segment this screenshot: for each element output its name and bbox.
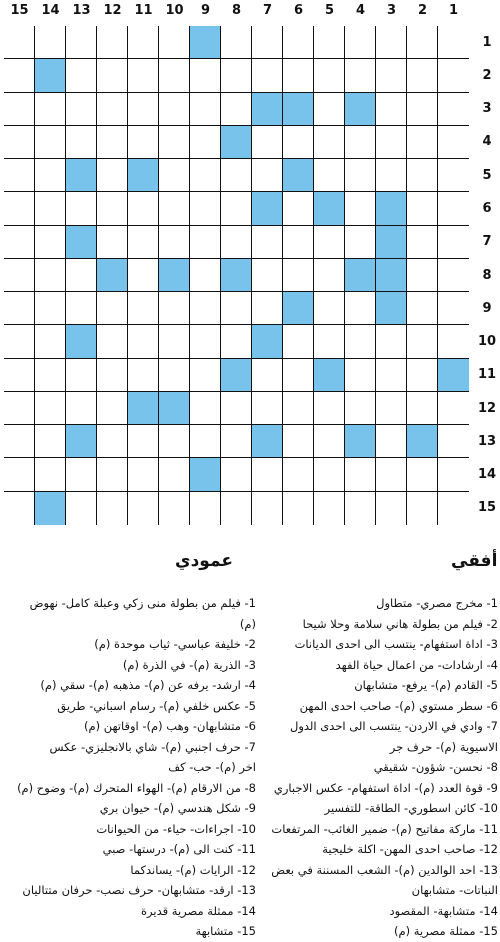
grid-cell[interactable]: [66, 392, 97, 425]
grid-cell[interactable]: [35, 259, 66, 292]
column-number: 13: [72, 3, 91, 18]
grid-cell[interactable]: [159, 26, 190, 59]
grid-cell[interactable]: [314, 325, 345, 358]
grid-cell[interactable]: [283, 392, 314, 425]
clue-item: 1- فيلم من بطولة منى زكي وعبلة كامل- نهوض: [29, 596, 256, 610]
clue-item: 7- وادي في الاردن- ينتسب الى احدى الدول: [289, 719, 498, 733]
clue-item: 2- فيلم من بطولة هاني سلامة وحلا شيحا: [302, 616, 498, 631]
grid-cell[interactable]: [438, 292, 469, 325]
grid-cell[interactable]: [438, 26, 469, 59]
grid-cell[interactable]: [159, 492, 190, 525]
grid-cell[interactable]: [221, 192, 252, 225]
clue-item: 8- من الارقام (م)- الهواء المتحرك (م)- وضوح (م): [17, 780, 256, 795]
row-number: 13: [477, 433, 497, 449]
grid-cell[interactable]: [345, 59, 376, 92]
grid-cell[interactable]: [345, 159, 376, 192]
grid-cell[interactable]: [159, 159, 190, 192]
grid-cell[interactable]: [97, 26, 128, 59]
row-number: 9: [482, 300, 492, 316]
grid-cell-shaded: [66, 159, 97, 192]
grid-cell[interactable]: [4, 226, 35, 259]
grid-cell-shaded: [128, 392, 159, 425]
grid-cell-shaded: [407, 425, 438, 458]
grid-cell[interactable]: [438, 93, 469, 126]
grid-cell[interactable]: [407, 492, 438, 525]
grid-cell-shaded: [35, 59, 66, 92]
grid-cell[interactable]: [4, 26, 35, 59]
grid-cell[interactable]: [159, 226, 190, 259]
grid-cell[interactable]: [221, 93, 252, 126]
grid-cell[interactable]: [314, 159, 345, 192]
row-number: 14: [477, 467, 497, 483]
grid-cell[interactable]: [35, 192, 66, 225]
grid-cell[interactable]: [252, 359, 283, 392]
down-heading: عمودي: [175, 551, 233, 571]
grid-cell[interactable]: [190, 192, 221, 225]
grid-cell[interactable]: [35, 159, 66, 192]
grid-cell[interactable]: [35, 325, 66, 358]
clue-item: 3- اداة استفهام- ينتسب الى احدى الديانات: [294, 637, 498, 651]
grid-cell[interactable]: [438, 159, 469, 192]
clue-item: 14- ممثلة مصرية قديرة: [141, 903, 256, 918]
grid-cell[interactable]: [438, 59, 469, 92]
clue-item: 6- متشابهان- وهب (م)- اوقاتهن (م): [83, 719, 256, 733]
grid-cell[interactable]: [159, 458, 190, 491]
grid-cell-shaded: [159, 259, 190, 292]
clue-item: 14- متشابهة- المقصود: [389, 903, 498, 918]
grid-cell[interactable]: [190, 159, 221, 192]
grid-cell[interactable]: [221, 425, 252, 458]
grid-cell[interactable]: [97, 425, 128, 458]
row-number: 5: [482, 167, 492, 183]
grid-cell[interactable]: [66, 59, 97, 92]
grid-cell[interactable]: [4, 292, 35, 325]
column-number: 11: [134, 3, 153, 18]
row-number: 3: [482, 101, 492, 117]
clue-item: 15- ممثلة مصرية (م): [394, 924, 498, 938]
grid-cell[interactable]: [283, 359, 314, 392]
grid-cell[interactable]: [190, 359, 221, 392]
column-number: 7: [262, 3, 273, 18]
across-heading: أفقي: [451, 551, 498, 571]
grid-cell[interactable]: [97, 325, 128, 358]
grid-cell[interactable]: [438, 492, 469, 525]
column-number: 3: [386, 3, 397, 18]
row-number: 11: [477, 367, 497, 383]
grid-cell-shaded: [35, 492, 66, 525]
grid-cell[interactable]: [314, 126, 345, 159]
clue-item: 5- عكس خلفي (م)- رسام اسباني- طريق: [57, 698, 256, 713]
grid-cell[interactable]: [128, 359, 159, 392]
grid-cell[interactable]: [159, 359, 190, 392]
grid-cell[interactable]: [345, 492, 376, 525]
grid-cell[interactable]: [35, 359, 66, 392]
grid-cell[interactable]: [66, 259, 97, 292]
grid-cell[interactable]: [345, 26, 376, 59]
clue-item: 4- ارشد- يرفه عن (م)- مذهبه (م)- سقي (م): [40, 678, 256, 692]
grid-cell[interactable]: [407, 325, 438, 358]
grid-cell[interactable]: [283, 192, 314, 225]
clue-item: 1- مخرج مصري- متطاول: [376, 596, 498, 610]
clue-item: 15- متشابهة: [195, 924, 256, 938]
clue-item: 4- ارشادات- من اعمال حياة الفهد: [335, 657, 498, 672]
column-number: 10: [165, 3, 184, 18]
grid-cell-shaded: [221, 359, 252, 392]
grid-cell[interactable]: [345, 359, 376, 392]
clue-item: اخر (م)- حب- كف: [168, 760, 256, 774]
grid-cell[interactable]: [252, 458, 283, 491]
grid-cell[interactable]: [438, 126, 469, 159]
grid-cell[interactable]: [438, 226, 469, 259]
grid-cell[interactable]: [97, 126, 128, 159]
row-number: 15: [477, 500, 497, 516]
grid-cell[interactable]: [345, 226, 376, 259]
clue-item: 13- احد الوالدين (م)- الشعب المسننة في بعض: [271, 862, 498, 877]
grid-cell-shaded: [97, 259, 128, 292]
grid-cell[interactable]: [407, 259, 438, 292]
grid-cell[interactable]: [97, 93, 128, 126]
grid-cell[interactable]: [252, 126, 283, 159]
grid-cell[interactable]: [283, 259, 314, 292]
grid-cell-shaded: [128, 159, 159, 192]
grid-cell[interactable]: [128, 425, 159, 458]
grid-cell[interactable]: [128, 93, 159, 126]
row-number: 7: [482, 234, 492, 250]
grid-cell[interactable]: [66, 26, 97, 59]
grid-cell[interactable]: [4, 392, 35, 425]
grid-cell-shaded: [66, 226, 97, 259]
grid-cell[interactable]: [97, 59, 128, 92]
grid-cell[interactable]: [159, 93, 190, 126]
grid-cell[interactable]: [66, 192, 97, 225]
grid-cell-shaded: [314, 359, 345, 392]
grid-cell[interactable]: [128, 126, 159, 159]
down-clues: [4, 593, 256, 942]
grid-cell[interactable]: [283, 425, 314, 458]
grid-cell[interactable]: [4, 492, 35, 525]
grid-cell[interactable]: [376, 59, 407, 92]
grid-cell[interactable]: [35, 425, 66, 458]
clue-item: 8- نحسن- شؤون- شقيقي: [373, 760, 498, 774]
grid-cell[interactable]: [4, 458, 35, 491]
grid-cell[interactable]: [221, 59, 252, 92]
grid-cell[interactable]: [252, 392, 283, 425]
grid-cell[interactable]: [4, 325, 35, 358]
grid-cell[interactable]: [376, 126, 407, 159]
grid-cell[interactable]: [407, 126, 438, 159]
grid-cell[interactable]: [438, 458, 469, 491]
grid-cell[interactable]: [314, 425, 345, 458]
grid-cell[interactable]: [407, 392, 438, 425]
column-number: 5: [324, 3, 335, 18]
grid-cell[interactable]: [4, 259, 35, 292]
grid-cell[interactable]: [345, 392, 376, 425]
row-number: 12: [477, 400, 497, 416]
grid-cell[interactable]: [283, 59, 314, 92]
row-number: 4: [482, 134, 492, 150]
grid-cell-shaded: [283, 292, 314, 325]
grid-cell[interactable]: [252, 492, 283, 525]
clue-item: 9- قوة العدد (م)- اداة استفهام- عكس الاجباري: [273, 780, 498, 795]
grid-cell[interactable]: [128, 59, 159, 92]
grid-cell[interactable]: [190, 425, 221, 458]
grid-cell[interactable]: [438, 192, 469, 225]
grid-cell[interactable]: [283, 26, 314, 59]
grid-cell[interactable]: [283, 325, 314, 358]
grid-cell[interactable]: [252, 159, 283, 192]
grid-cell[interactable]: [4, 126, 35, 159]
grid-cell[interactable]: [159, 292, 190, 325]
grid-cell-shaded: [376, 192, 407, 225]
clue-item: 5- القادم (م)- يرفع- متشابهان: [354, 678, 498, 692]
grid-cell[interactable]: [221, 292, 252, 325]
grid-cell[interactable]: [407, 93, 438, 126]
grid-cell-shaded: [314, 192, 345, 225]
grid-cell[interactable]: [345, 458, 376, 491]
grid-cell[interactable]: [252, 292, 283, 325]
grid-cell[interactable]: [159, 126, 190, 159]
clue-item: 2- خليفة عباسي- ثياب موحدة (م): [94, 637, 256, 651]
grid-cell[interactable]: [376, 392, 407, 425]
grid-cell[interactable]: [190, 259, 221, 292]
grid-cell-shaded: [376, 259, 407, 292]
grid-cell[interactable]: [128, 259, 159, 292]
grid-cell[interactable]: [190, 226, 221, 259]
grid-cell-shaded: [345, 93, 376, 126]
grid-cell[interactable]: [314, 59, 345, 92]
row-number: 6: [482, 200, 492, 216]
grid-cell[interactable]: [314, 226, 345, 259]
clue-item: 9- شكل هندسي (م)- حيوان بري: [99, 801, 256, 815]
grid-cell[interactable]: [190, 292, 221, 325]
clue-item: 3- الذرية (م)- في الذرة (م): [122, 657, 256, 672]
grid-cell[interactable]: [314, 492, 345, 525]
grid-cell-shaded: [66, 425, 97, 458]
grid-cell-shaded: [438, 359, 469, 392]
grid-cell[interactable]: [376, 425, 407, 458]
grid-cell[interactable]: [438, 325, 469, 358]
grid-cell[interactable]: [35, 292, 66, 325]
grid-cell[interactable]: [128, 492, 159, 525]
grid-cell[interactable]: [4, 159, 35, 192]
clue-item: 11- ماركة مفاتيح (م)- ضمير الغائب- المرتفعات: [271, 821, 498, 836]
grid-cell[interactable]: [190, 325, 221, 358]
clue-item: الاسيوية (م)- حرف جر: [389, 739, 498, 754]
grid-cell[interactable]: [190, 126, 221, 159]
grid-cell[interactable]: [128, 325, 159, 358]
grid-cell[interactable]: [66, 292, 97, 325]
grid-cell[interactable]: [35, 226, 66, 259]
grid-cell-shaded: [283, 159, 314, 192]
grid-cell[interactable]: [314, 392, 345, 425]
grid-cell[interactable]: [66, 126, 97, 159]
grid-cell[interactable]: [376, 359, 407, 392]
grid-cell[interactable]: [407, 226, 438, 259]
grid-cell[interactable]: [376, 492, 407, 525]
grid-cell[interactable]: [97, 292, 128, 325]
grid-cell[interactable]: [221, 226, 252, 259]
grid-cell[interactable]: [376, 458, 407, 491]
grid-cell[interactable]: [376, 325, 407, 358]
grid-cell[interactable]: [66, 492, 97, 525]
grid-cell[interactable]: [128, 192, 159, 225]
grid-cell[interactable]: [4, 192, 35, 225]
grid-cell[interactable]: [97, 359, 128, 392]
clue-item: 7- حرف اجنبي (م)- شاي بالانجليزي- عكس: [49, 739, 256, 754]
grid-cell[interactable]: [159, 59, 190, 92]
grid-cell-shaded: [221, 259, 252, 292]
grid-cell[interactable]: [376, 93, 407, 126]
grid-cell[interactable]: [283, 126, 314, 159]
across-clues: [262, 593, 498, 942]
grid-cell-shaded: [190, 458, 221, 491]
grid-cell[interactable]: [283, 458, 314, 491]
grid-cell[interactable]: [4, 59, 35, 92]
row-number: 10: [477, 334, 497, 350]
grid-cell[interactable]: [97, 492, 128, 525]
grid-cell[interactable]: [128, 292, 159, 325]
grid-cell[interactable]: [407, 359, 438, 392]
column-number: 8: [231, 3, 242, 18]
column-number: 2: [417, 3, 428, 18]
grid-cell[interactable]: [314, 259, 345, 292]
grid-cell[interactable]: [97, 392, 128, 425]
grid-cell[interactable]: [314, 26, 345, 59]
column-number: 14: [41, 3, 60, 18]
grid-cell[interactable]: [128, 458, 159, 491]
grid-cell-shaded: [190, 26, 221, 59]
grid-cell[interactable]: [66, 458, 97, 491]
grid-cell-shaded: [221, 126, 252, 159]
clue-item: 10- كائن اسطوري- الطاقة- للتفسير: [324, 801, 498, 815]
clue-item: 6- سطر مستوي (م)- صاحب احدى المهن: [299, 698, 498, 713]
grid-cell[interactable]: [407, 292, 438, 325]
grid-cell[interactable]: [252, 226, 283, 259]
row-number: 2: [482, 67, 492, 83]
grid-cell[interactable]: [66, 359, 97, 392]
grid-cell[interactable]: [4, 93, 35, 126]
clue-item: 12- الرايات (م)- يساندكما: [130, 862, 256, 877]
grid-cell-shaded: [252, 425, 283, 458]
grid-cell[interactable]: [97, 192, 128, 225]
clue-item: النباتات- متشابهان: [411, 883, 498, 897]
column-number: 12: [103, 3, 122, 18]
grid-cell[interactable]: [4, 359, 35, 392]
grid-cell-shaded: [252, 325, 283, 358]
grid-cell[interactable]: [345, 126, 376, 159]
grid-cell[interactable]: [314, 458, 345, 491]
grid-cell[interactable]: [376, 159, 407, 192]
grid-cell-shaded: [283, 93, 314, 126]
grid-cell[interactable]: [438, 425, 469, 458]
grid-cell[interactable]: [4, 425, 35, 458]
grid-cell[interactable]: [66, 93, 97, 126]
column-number: 15: [10, 3, 29, 18]
grid-cell[interactable]: [221, 26, 252, 59]
grid-cell[interactable]: [35, 392, 66, 425]
grid-cell[interactable]: [283, 492, 314, 525]
grid-cell-shaded: [345, 425, 376, 458]
grid-cell[interactable]: [221, 159, 252, 192]
clue-item: 13- ارقد- متشابهان- حرف نصب- حرفان متتاليان: [22, 883, 256, 897]
grid-cell[interactable]: [376, 26, 407, 59]
grid-cell[interactable]: [97, 159, 128, 192]
clue-item: 10- اجراءات- حياء- من الحيوانات: [96, 821, 256, 836]
row-number: 8: [482, 267, 492, 283]
clue-item: (م): [239, 616, 256, 631]
grid-cell-shaded: [345, 259, 376, 292]
grid-cell[interactable]: [35, 26, 66, 59]
grid-cell-shaded: [252, 93, 283, 126]
grid-cell[interactable]: [97, 226, 128, 259]
grid-cell[interactable]: [283, 226, 314, 259]
grid-cell[interactable]: [159, 192, 190, 225]
grid-cell[interactable]: [252, 26, 283, 59]
column-number: 9: [200, 3, 211, 18]
grid-cell[interactable]: [159, 325, 190, 358]
grid-cell[interactable]: [314, 292, 345, 325]
grid-cell[interactable]: [35, 126, 66, 159]
grid-cell[interactable]: [252, 259, 283, 292]
row-number: 1: [482, 34, 492, 50]
grid-cell[interactable]: [221, 392, 252, 425]
grid-cell[interactable]: [345, 292, 376, 325]
column-number: 1: [448, 3, 459, 18]
grid-cell[interactable]: [190, 59, 221, 92]
grid-cell[interactable]: [159, 425, 190, 458]
column-number: 4: [355, 3, 366, 18]
grid-cell[interactable]: [407, 192, 438, 225]
grid-cell-shaded: [252, 192, 283, 225]
grid-cell[interactable]: [128, 226, 159, 259]
grid-cell-shaded: [159, 392, 190, 425]
grid-cell[interactable]: [345, 325, 376, 358]
grid-cell[interactable]: [407, 159, 438, 192]
grid-cell[interactable]: [345, 192, 376, 225]
clue-item: 12- صاحب احدى المهن- اكلة خليجية: [322, 842, 498, 856]
grid-cell-shaded: [66, 325, 97, 358]
grid-cell[interactable]: [190, 392, 221, 425]
grid-cell[interactable]: [438, 259, 469, 292]
clue-item: 11- كنت الى (م)- درستها- صبي: [102, 842, 256, 856]
grid-cell[interactable]: [407, 458, 438, 491]
grid-cell-shaded: [376, 292, 407, 325]
grid-cell[interactable]: [35, 93, 66, 126]
grid-cell[interactable]: [314, 93, 345, 126]
grid-cell[interactable]: [252, 59, 283, 92]
grid-cell[interactable]: [190, 93, 221, 126]
grid-cell[interactable]: [221, 325, 252, 358]
grid-cell[interactable]: [407, 26, 438, 59]
grid-cell[interactable]: [190, 492, 221, 525]
column-number: 6: [293, 3, 304, 18]
grid-cell-shaded: [376, 226, 407, 259]
grid-cell[interactable]: [221, 458, 252, 491]
grid-cell[interactable]: [221, 492, 252, 525]
grid-cell[interactable]: [128, 26, 159, 59]
grid-cell[interactable]: [97, 458, 128, 491]
grid-cell[interactable]: [407, 59, 438, 92]
crossword-grid: [4, 26, 469, 525]
grid-cell[interactable]: [438, 392, 469, 425]
grid-cell[interactable]: [35, 458, 66, 491]
